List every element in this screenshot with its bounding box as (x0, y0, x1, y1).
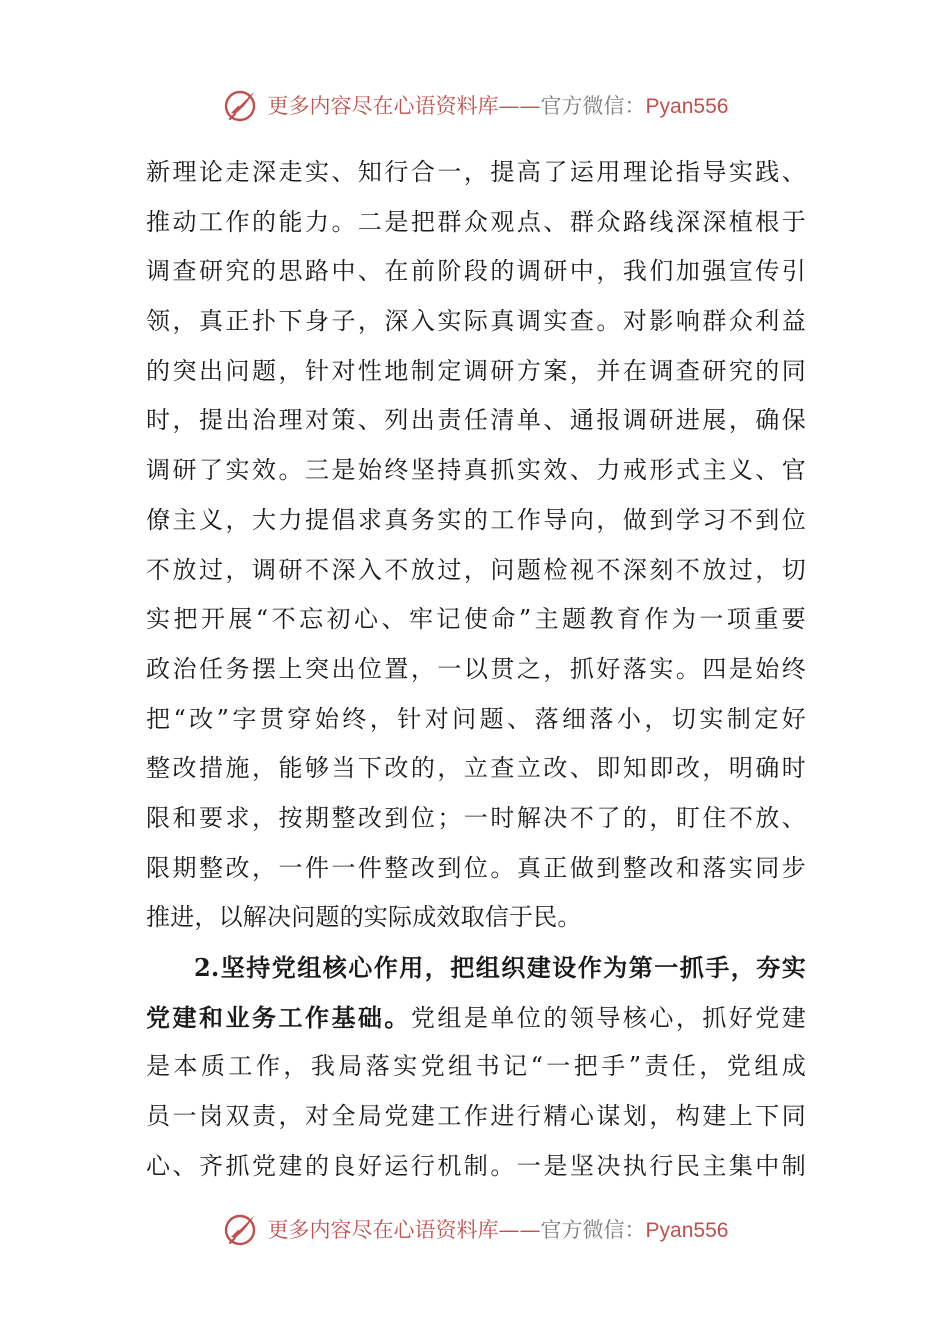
paragraph-1 (146, 148, 806, 943)
watermark-text (267, 1217, 729, 1242)
section-2-line: 是本质工作，我局落实党组书记“一把手”责任，党组成 (146, 1052, 806, 1081)
section-2-heading-line-2 (146, 993, 806, 1043)
footer-watermark (0, 1208, 950, 1252)
text-line: 推进，以解决问题的实际成效取信于民。 (146, 903, 582, 932)
watermark-dash: —— (498, 93, 541, 118)
header-watermark (0, 84, 950, 128)
text-line: 领，真正扑下身子，深入实际真调实查。对影响群众利益 (146, 307, 806, 336)
text-line: 调查研究的思路中、在前阶段的调研中，我们加强宣传引 (146, 257, 806, 286)
text-line: 僚主义，大力提倡求真务实的工作导向，做到学习不到位 (146, 505, 806, 534)
text-line: 限期整改，一件一件整改到位。真正做到整改和落实同步 (146, 853, 806, 882)
text-line: 新理论走深走实、知行合一，提高了运用理论指导实践、 (146, 158, 806, 186)
text-line: 把“改”字贯穿始终，针对问题、落细落小，切实制定好 (146, 704, 806, 733)
watermark-official-label: 官方微信： (540, 1217, 646, 1242)
text-line: 不放过，调研不深入不放过，问题检视不深刻不放过，切 (146, 555, 806, 584)
text-line: 调研了实效。三是始终坚持真抓实效、力戒形式主义、官 (146, 456, 806, 485)
watermark-site: 更多内容尽在心语资料库 (267, 1217, 499, 1242)
text-line: 整改措施，能够当下改的，立查立改、即知即改，明确时 (146, 754, 806, 783)
watermark-text (267, 93, 729, 118)
watermark-site: 更多内容尽在心语资料库 (267, 93, 499, 118)
document-body (146, 148, 806, 1191)
text-line: 时，提出治理对策、列出责任清单、通报调研进展，确保 (146, 406, 806, 435)
watermark-official-label: 官方微信： (540, 93, 646, 118)
watermark-wechat-id: Pyan556 (645, 94, 729, 118)
quill-pen-logo-icon (222, 1210, 262, 1250)
text-line: 政治任务摆上突出位置，一以贯之，抓好落实。四是始终 (146, 654, 806, 683)
text-line: 的突出问题，针对性地制定调研方案，并在调查研究的同 (146, 356, 806, 385)
text-line: 推动工作的能力。二是把群众观点、群众路线深深植根于 (146, 207, 806, 236)
section-2-heading-rest: 党组是单位的领导核心，抓好党建 (410, 1003, 806, 1032)
section-2-line: 员一岗双责，对全局党建工作进行精心谋划，构建上下同 (146, 1102, 806, 1131)
text-line: 限和要求，按期整改到位；一时解决不了的，盯住不放、 (146, 803, 806, 832)
section-2-line: 心、齐抓党建的良好运行机制。一是坚决执行民主集中制 (146, 1151, 806, 1180)
watermark-wechat-id: Pyan556 (645, 1218, 729, 1242)
section-2-heading-bold: 党建和业务工作基础。 (146, 1002, 411, 1032)
section-2-heading-line-1: 2.坚持党组核心作用，把组织建设作为第一抓手，夯实 (194, 953, 806, 982)
quill-pen-logo-icon (222, 86, 262, 126)
text-line: 实把开展“不忘初心、牢记使命”主题教育作为一项重要 (146, 605, 806, 634)
watermark-dash: —— (498, 1217, 541, 1242)
